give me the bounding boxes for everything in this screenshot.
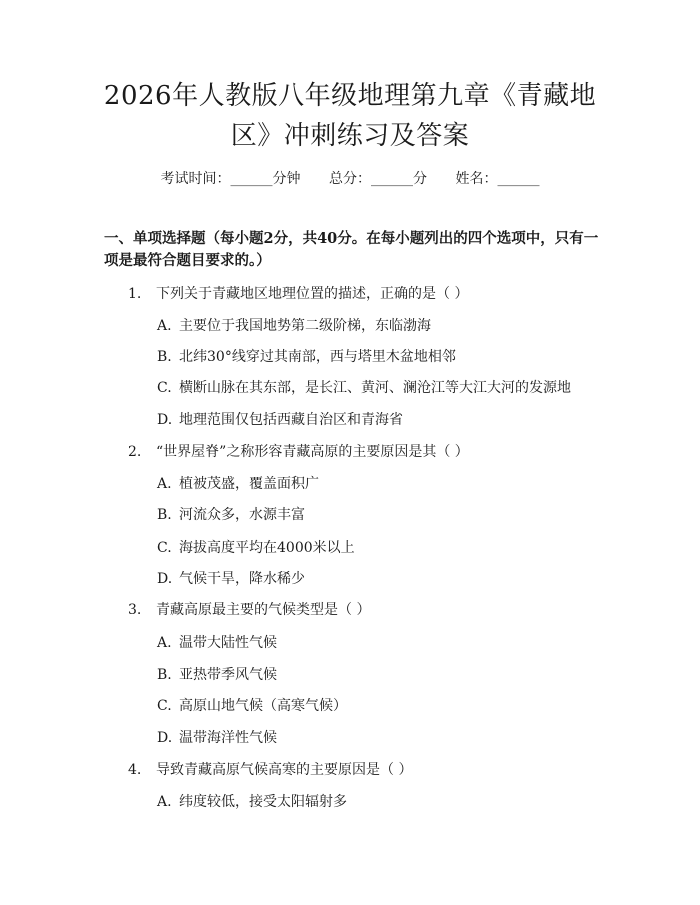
option-letter: A. (157, 318, 172, 334)
exam-info-row (0, 168, 700, 188)
option-text: 北纬30°线穿过其南部，西与塔里木盆地相邻 (179, 349, 456, 365)
option-letter: C. (157, 698, 172, 714)
question-1-option-d (157, 409, 403, 429)
option-letter: D. (157, 730, 173, 746)
document-title (80, 76, 620, 156)
question-number: 3. (128, 602, 142, 618)
title-line-2: 区》冲刺练习及答案 (230, 121, 470, 151)
option-letter: D. (157, 412, 173, 428)
option-letter: D. (157, 571, 173, 587)
question-2-option-d (157, 568, 305, 588)
question-3-option-d (157, 727, 277, 747)
option-text: 温带海洋性气候 (179, 730, 277, 746)
question-2-option-a (157, 473, 319, 493)
student-name-field: 姓名：______ (455, 171, 540, 187)
title-line-1: 2026年人教版八年级地理第九章《青藏地 (103, 81, 597, 111)
option-text: 横断山脉在其东部，是长江、黄河、澜沧江等大江大河的发源地 (179, 380, 571, 396)
option-text: 高原山地气候（高寒气候） (179, 698, 347, 714)
question-3-option-a (157, 632, 277, 652)
option-letter: C. (157, 380, 172, 396)
question-2-option-b (157, 504, 305, 524)
option-text: 植被茂盛，覆盖面积广 (179, 476, 319, 492)
total-score-field: 总分：______分 (329, 171, 427, 187)
question-1-option-b (157, 346, 456, 366)
exam-time-field: 考试时间：______分钟 (160, 171, 301, 187)
option-letter: A. (157, 476, 172, 492)
option-letter: B. (157, 507, 172, 523)
question-3 (128, 599, 370, 619)
question-text: 下列关于青藏地区地理位置的描述，正确的是（ ） (156, 286, 469, 302)
question-2 (128, 441, 469, 461)
section-heading-single-choice: 一、单项选择题（每小题2分，共40分。在每小题列出的四个选项中，只有一项是最符合题目要求的。） (104, 230, 599, 269)
question-1-option-a (157, 315, 431, 335)
question-2-option-c (157, 537, 355, 557)
option-letter: B. (157, 667, 172, 683)
question-4 (128, 759, 412, 779)
option-text: 主要位于我国地势第二级阶梯，东临渤海 (179, 318, 431, 334)
option-text: 河流众多，水源丰富 (179, 507, 305, 523)
question-4-option-a (157, 791, 347, 811)
option-text: 亚热带季风气候 (179, 667, 277, 683)
question-text: “世界屋脊”之称形容青藏高原的主要原因是其（ ） (156, 444, 469, 460)
option-text: 纬度较低，接受太阳辐射多 (179, 794, 347, 810)
question-number: 1. (128, 286, 142, 302)
option-text: 地理范围仅包括西藏自治区和青海省 (179, 412, 403, 428)
option-text: 温带大陆性气候 (179, 635, 277, 651)
question-text: 导致青藏高原气候高寒的主要原因是（ ） (156, 762, 413, 778)
option-letter: A. (157, 635, 172, 651)
option-letter: C. (157, 540, 172, 556)
option-text: 海拔高度平均在4000米以上 (179, 540, 355, 556)
question-3-option-b (157, 664, 277, 684)
question-number: 2. (128, 444, 142, 460)
question-text: 青藏高原最主要的气候类型是（ ） (156, 602, 371, 618)
option-text: 气候干旱，降水稀少 (179, 571, 305, 587)
option-letter: A. (157, 794, 172, 810)
question-number: 4. (128, 762, 142, 778)
option-letter: B. (157, 349, 172, 365)
question-3-option-c (157, 695, 347, 715)
question-1-option-c (157, 377, 571, 397)
question-1 (128, 283, 468, 303)
